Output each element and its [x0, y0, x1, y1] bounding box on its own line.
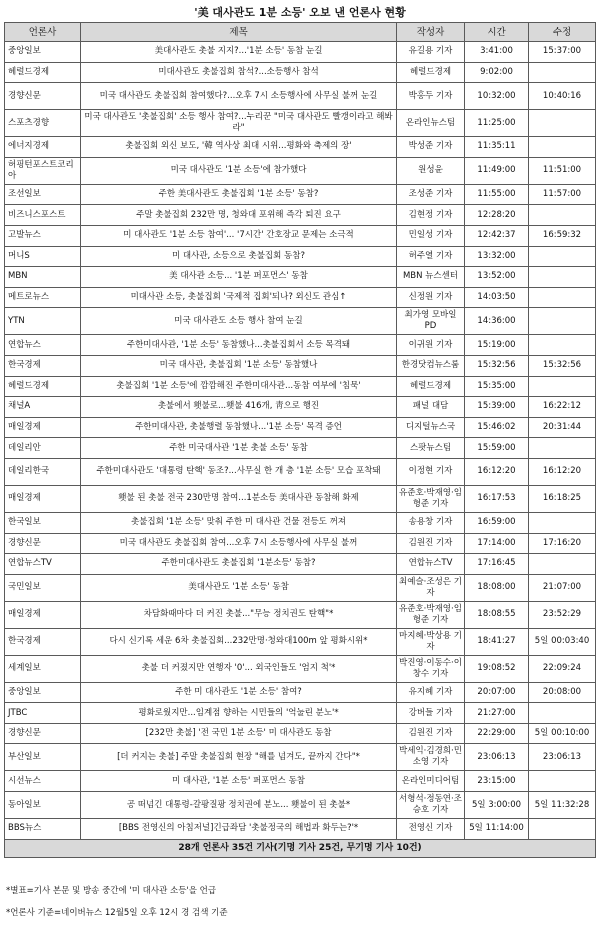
cell-time: 22:29:00	[465, 723, 529, 744]
cell-edited	[529, 771, 596, 792]
cell-headline: 주한미대사관도 '대통령 탄핵' 동조?...사무실 한 개 층 '1분 소등' 모습 포착돼	[81, 458, 397, 485]
cell-outlet: 한국일보	[5, 512, 81, 533]
header-edited: 수정	[529, 23, 596, 42]
cell-edited	[529, 62, 596, 83]
cell-author: 강버들 기자	[397, 703, 465, 724]
cell-time: 11:49:00	[465, 157, 529, 184]
cell-headline: 주말 촛불집회 232만 명, 청와대 포위해 즉각 퇴진 요구	[81, 205, 397, 226]
cell-headline: 주한 美대사관도 촛불집회 '1분 소등' 동참?	[81, 184, 397, 205]
cell-headline: 미대사관도 촛불집회 참석?...소등행사 참석	[81, 62, 397, 83]
cell-edited	[529, 246, 596, 267]
cell-time: 13:52:00	[465, 267, 529, 288]
table-row	[5, 655, 596, 682]
cell-edited: 10:40:16	[529, 83, 596, 110]
table-row	[5, 267, 596, 288]
cell-author: 조성준 기자	[397, 184, 465, 205]
cell-headline: 미 대사관, 소등으로 촛불집회 동참?	[81, 246, 397, 267]
cell-edited	[529, 287, 596, 308]
cell-edited: 11:57:00	[529, 184, 596, 205]
cell-author: 헤럴드경제	[397, 376, 465, 397]
cell-headline: 미대사관 소등, 촛불집회 '국제적 집회'되나? 외신도 관심↑	[81, 287, 397, 308]
cell-author: 한경닷컴뉴스룸	[397, 355, 465, 376]
cell-author: 유준호·박재영·임형준 기자	[397, 485, 465, 512]
cell-edited	[529, 512, 596, 533]
cell-edited: 20:31:44	[529, 417, 596, 438]
cell-author: 박진영·이동수·이창수 기자	[397, 655, 465, 682]
cell-author: 박성준 기자	[397, 137, 465, 158]
header-author: 작성자	[397, 23, 465, 42]
cell-outlet: 경향신문	[5, 533, 81, 554]
cell-time: 15:46:02	[465, 417, 529, 438]
cell-headline: 미국 대사관도 '1분 소등'에 참가했다	[81, 157, 397, 184]
cell-edited: 16:59:32	[529, 225, 596, 246]
table-row	[5, 819, 596, 840]
cell-time: 14:36:00	[465, 308, 529, 335]
cell-headline: 미국 대사관도 촛불집회 참여했다?...오후 7시 소등행사에 사무실 불꺼 눈길	[81, 83, 397, 110]
cell-edited: 11:51:00	[529, 157, 596, 184]
cell-edited: 5일 00:03:40	[529, 628, 596, 655]
cell-edited: 23:06:13	[529, 744, 596, 771]
cell-edited: 5일 11:32:28	[529, 792, 596, 819]
cell-headline: 미 대사관도 '1분 소등 참여'... '7시간' 간호장교 문제는 소극적	[81, 225, 397, 246]
cell-author: 디지털뉴스국	[397, 417, 465, 438]
cell-outlet: 매일경제	[5, 601, 81, 628]
table-row	[5, 792, 596, 819]
cell-headline: 다시 신기록 세운 6차 촛불집회...232만명·청와대100m 앞 평화시위*	[81, 628, 397, 655]
cell-outlet: 한국경제	[5, 628, 81, 655]
footnote-asterisk: *별표=기사 본문 및 방송 중간에 '미 대사관 소등'을 언급	[6, 886, 217, 896]
table-row	[5, 246, 596, 267]
header-headline: 제목	[81, 23, 397, 42]
cell-time: 3:41:00	[465, 42, 529, 63]
cell-time: 16:17:53	[465, 485, 529, 512]
table-row	[5, 205, 596, 226]
cell-outlet: 경향신문	[5, 723, 81, 744]
table-row	[5, 554, 596, 575]
cell-time: 5일 3:00:00	[465, 792, 529, 819]
cell-author: 김현정 기자	[397, 205, 465, 226]
cell-author: 원성윤	[397, 157, 465, 184]
cell-time: 5일 11:14:00	[465, 819, 529, 840]
table-row	[5, 417, 596, 438]
cell-outlet: MBN	[5, 267, 81, 288]
cell-headline: 촛불 더 커졌지만 연행자 '0'... 외국인들도 '엄지 척'*	[81, 655, 397, 682]
cell-headline: 美대사관도 '1분 소등' 동참	[81, 574, 397, 601]
table-row	[5, 110, 596, 137]
cell-outlet: 시선뉴스	[5, 771, 81, 792]
cell-time: 12:42:37	[465, 225, 529, 246]
cell-author: MBN 뉴스센터	[397, 267, 465, 288]
cell-edited: 22:09:24	[529, 655, 596, 682]
table-row	[5, 628, 596, 655]
table-row	[5, 287, 596, 308]
cell-author: 박홍두 기자	[397, 83, 465, 110]
cell-time: 18:08:00	[465, 574, 529, 601]
cell-time: 11:35:11	[465, 137, 529, 158]
table-row	[5, 42, 596, 63]
cell-edited: 23:52:29	[529, 601, 596, 628]
table-row	[5, 682, 596, 703]
outlet-table	[4, 22, 596, 858]
cell-outlet: 연합뉴스TV	[5, 554, 81, 575]
cell-time: 23:06:13	[465, 744, 529, 771]
cell-edited	[529, 267, 596, 288]
table-row	[5, 723, 596, 744]
cell-time: 20:07:00	[465, 682, 529, 703]
cell-headline: 평화로웠지만...임계점 향하는 시민들의 '억눌린 분노'*	[81, 703, 397, 724]
cell-headline: 미국 대사관도 '촛불집회' 소등 행사 참여?...누리꾼 "미국 대사관도 빨갱이라고 해봐라"	[81, 110, 397, 137]
cell-outlet: 중앙일보	[5, 42, 81, 63]
cell-headline: 美 대사관 소등... '1분 퍼포먼스' 동참	[81, 267, 397, 288]
cell-headline: 미국 대사관, 촛불집회 '1분 소등' 동참했나	[81, 355, 397, 376]
cell-edited	[529, 137, 596, 158]
cell-time: 13:32:00	[465, 246, 529, 267]
cell-outlet: 국민일보	[5, 574, 81, 601]
cell-headline: [232만 촛불] '전 국민 1분 소등' 미 대사관도 동참	[81, 723, 397, 744]
cell-outlet: 동아일보	[5, 792, 81, 819]
cell-author: 신정원 기자	[397, 287, 465, 308]
cell-author: 유길용 기자	[397, 42, 465, 63]
cell-edited: 17:16:20	[529, 533, 596, 554]
cell-author: 전영신 기자	[397, 819, 465, 840]
cell-outlet: 머니S	[5, 246, 81, 267]
cell-author: 연합뉴스TV	[397, 554, 465, 575]
cell-outlet: 부산일보	[5, 744, 81, 771]
cell-edited: 16:22:12	[529, 397, 596, 418]
cell-headline: [더 커지는 촛불] 주말 촛불집회 현장 "해를 넘겨도, 끝까지 간다"*	[81, 744, 397, 771]
cell-author: 온라인미디어팀	[397, 771, 465, 792]
cell-headline: 주한미대사관, '1분 소등' 동참했나...촛불집회서 소등 목격돼	[81, 335, 397, 356]
table-row	[5, 458, 596, 485]
table-row	[5, 137, 596, 158]
cell-headline: 미국 대사관도 촛불집회 참여...오후 7시 소등행사에 사무실 불꺼	[81, 533, 397, 554]
cell-edited: 5일 00:10:00	[529, 723, 596, 744]
cell-author: 유지혜 기자	[397, 682, 465, 703]
cell-outlet: 연합뉴스	[5, 335, 81, 356]
cell-author: 이귀원 기자	[397, 335, 465, 356]
cell-headline: 주한 미 대사관도 '1분 소등' 참여?	[81, 682, 397, 703]
cell-outlet: BBS뉴스	[5, 819, 81, 840]
cell-headline: 공 떠넘긴 대통령-갈팡질팡 정치권에 분노... 횃불이 된 촛불*	[81, 792, 397, 819]
cell-outlet: JTBC	[5, 703, 81, 724]
cell-headline: 횃불 된 촛불 전국 230만명 참여...1분소등 美대사관 동참해 화제	[81, 485, 397, 512]
cell-author: 김원진 기자	[397, 533, 465, 554]
cell-edited	[529, 819, 596, 840]
cell-author: 온라인뉴스팀	[397, 110, 465, 137]
cell-edited	[529, 335, 596, 356]
table-row	[5, 335, 596, 356]
cell-headline: 미국 대사관도 소등 행사 참여 눈길	[81, 308, 397, 335]
cell-edited	[529, 703, 596, 724]
table-row	[5, 83, 596, 110]
table-row	[5, 376, 596, 397]
footnote-source: *언론사 기준=네이버뉴스 12월5일 오후 12시 경 검색 기준	[6, 908, 228, 918]
cell-time: 15:59:00	[465, 438, 529, 459]
cell-edited: 21:07:00	[529, 574, 596, 601]
cell-time: 18:41:27	[465, 628, 529, 655]
cell-outlet: 매일경제	[5, 417, 81, 438]
cell-edited: 16:12:20	[529, 458, 596, 485]
cell-time: 18:08:55	[465, 601, 529, 628]
cell-outlet: 메트로뉴스	[5, 287, 81, 308]
cell-outlet: 경향신문	[5, 83, 81, 110]
cell-outlet: 허핑턴포스트코리아	[5, 157, 81, 184]
cell-outlet: 데일리안	[5, 438, 81, 459]
cell-time: 11:25:00	[465, 110, 529, 137]
cell-time: 11:55:00	[465, 184, 529, 205]
table-row	[5, 574, 596, 601]
table-row	[5, 308, 596, 335]
table-row	[5, 771, 596, 792]
header-outlet: 언론사	[5, 23, 81, 42]
cell-time: 15:19:00	[465, 335, 529, 356]
table-row	[5, 533, 596, 554]
cell-time: 14:03:50	[465, 287, 529, 308]
table-row	[5, 225, 596, 246]
cell-author: 송용창 기자	[397, 512, 465, 533]
cell-author: 패널 대담	[397, 397, 465, 418]
cell-author: 유준호·박재영·임형준 기자	[397, 601, 465, 628]
cell-time: 19:08:52	[465, 655, 529, 682]
cell-time: 16:12:20	[465, 458, 529, 485]
table-row	[5, 485, 596, 512]
cell-outlet: 매일경제	[5, 485, 81, 512]
cell-headline: 주한 미국대사관 '1분 촛불 소등' 동참	[81, 438, 397, 459]
cell-headline: 미 대사관, '1분 소등' 퍼포먼스 동참	[81, 771, 397, 792]
cell-edited	[529, 308, 596, 335]
summary-text: 28개 언론사 35건 기사(기명 기사 25건, 무기명 기사 10건)	[5, 839, 596, 857]
cell-outlet: 중앙일보	[5, 682, 81, 703]
cell-author: 김원진 기자	[397, 723, 465, 744]
table-row	[5, 355, 596, 376]
cell-time: 15:39:00	[465, 397, 529, 418]
cell-author: 이정현 기자	[397, 458, 465, 485]
cell-edited	[529, 205, 596, 226]
cell-edited: 16:18:25	[529, 485, 596, 512]
cell-edited	[529, 554, 596, 575]
table-body	[5, 42, 596, 840]
cell-author: 서형석·정동연·조승호 기자	[397, 792, 465, 819]
cell-headline: [BBS 전영신의 아침저널]긴급좌담 '촛불정국의 해법과 화두는?'*	[81, 819, 397, 840]
cell-outlet: 채널A	[5, 397, 81, 418]
cell-outlet: 한국경제	[5, 355, 81, 376]
cell-time: 15:32:56	[465, 355, 529, 376]
header-row	[5, 23, 596, 42]
cell-time: 17:14:00	[465, 533, 529, 554]
cell-edited	[529, 110, 596, 137]
table-row	[5, 438, 596, 459]
cell-headline: 차담화때마다 더 커진 촛불..."무능 정치권도 탄핵"*	[81, 601, 397, 628]
cell-outlet: YTN	[5, 308, 81, 335]
page-title: '美 대사관도 1분 소등' 오보 낸 언론사 현황	[194, 6, 406, 19]
table-row	[5, 184, 596, 205]
cell-outlet: 조선일보	[5, 184, 81, 205]
cell-author: 허주열 기자	[397, 246, 465, 267]
table-row	[5, 157, 596, 184]
cell-headline: 주한미대사관도 촛불집회 '1분소등' 동참?	[81, 554, 397, 575]
cell-headline: 주한미대사관, 촛불행렬 동참했나...'1분 소등' 목격 증언	[81, 417, 397, 438]
cell-outlet: 세계일보	[5, 655, 81, 682]
table-row	[5, 62, 596, 83]
cell-time: 10:32:00	[465, 83, 529, 110]
cell-headline: 美대사관도 촛불 지지?...'1분 소등' 동참 눈길	[81, 42, 397, 63]
cell-author: 민일성 기자	[397, 225, 465, 246]
cell-outlet: 스포츠경향	[5, 110, 81, 137]
cell-outlet: 에너지경제	[5, 137, 81, 158]
table-row	[5, 703, 596, 724]
cell-time: 16:59:00	[465, 512, 529, 533]
cell-author: 박세익·김경희·민소영 기자	[397, 744, 465, 771]
cell-outlet: 비즈니스포스트	[5, 205, 81, 226]
cell-author: 헤럴드경제	[397, 62, 465, 83]
cell-author: 최가영 모바일PD	[397, 308, 465, 335]
cell-edited: 15:37:00	[529, 42, 596, 63]
cell-outlet: 데일리한국	[5, 458, 81, 485]
summary-row	[5, 839, 596, 857]
cell-outlet: 헤럴드경제	[5, 376, 81, 397]
table-row	[5, 397, 596, 418]
cell-outlet: 고발뉴스	[5, 225, 81, 246]
cell-author: 마지혜·박상용 기자	[397, 628, 465, 655]
header-time: 시간	[465, 23, 529, 42]
cell-time: 9:02:00	[465, 62, 529, 83]
footnotes	[6, 880, 228, 924]
table-row	[5, 744, 596, 771]
cell-edited	[529, 438, 596, 459]
cell-time: 17:16:45	[465, 554, 529, 575]
cell-author: 최예슬·조성은 기자	[397, 574, 465, 601]
table-row	[5, 601, 596, 628]
cell-edited	[529, 376, 596, 397]
cell-time: 21:27:00	[465, 703, 529, 724]
cell-time: 23:15:00	[465, 771, 529, 792]
cell-headline: 촛불에서 횃불로...횃불 416개, 靑으로 행진	[81, 397, 397, 418]
cell-edited: 20:08:00	[529, 682, 596, 703]
table-row	[5, 512, 596, 533]
cell-time: 15:35:00	[465, 376, 529, 397]
cell-edited: 15:32:56	[529, 355, 596, 376]
cell-headline: 촛불집회 '1분 소등' 맞춰 주한 미 대사관 건물 전등도 꺼져	[81, 512, 397, 533]
cell-headline: 촛불집회 '1분 소등'에 깜깜해진 주한미대사관...동참 여부에 '침묵'	[81, 376, 397, 397]
cell-headline: 촛불집회 외신 보도, '韓 역사상 최대 시위...평화와 축제의 장'	[81, 137, 397, 158]
cell-outlet: 헤럴드경제	[5, 62, 81, 83]
cell-time: 12:28:20	[465, 205, 529, 226]
cell-author: 스팟뉴스팀	[397, 438, 465, 459]
